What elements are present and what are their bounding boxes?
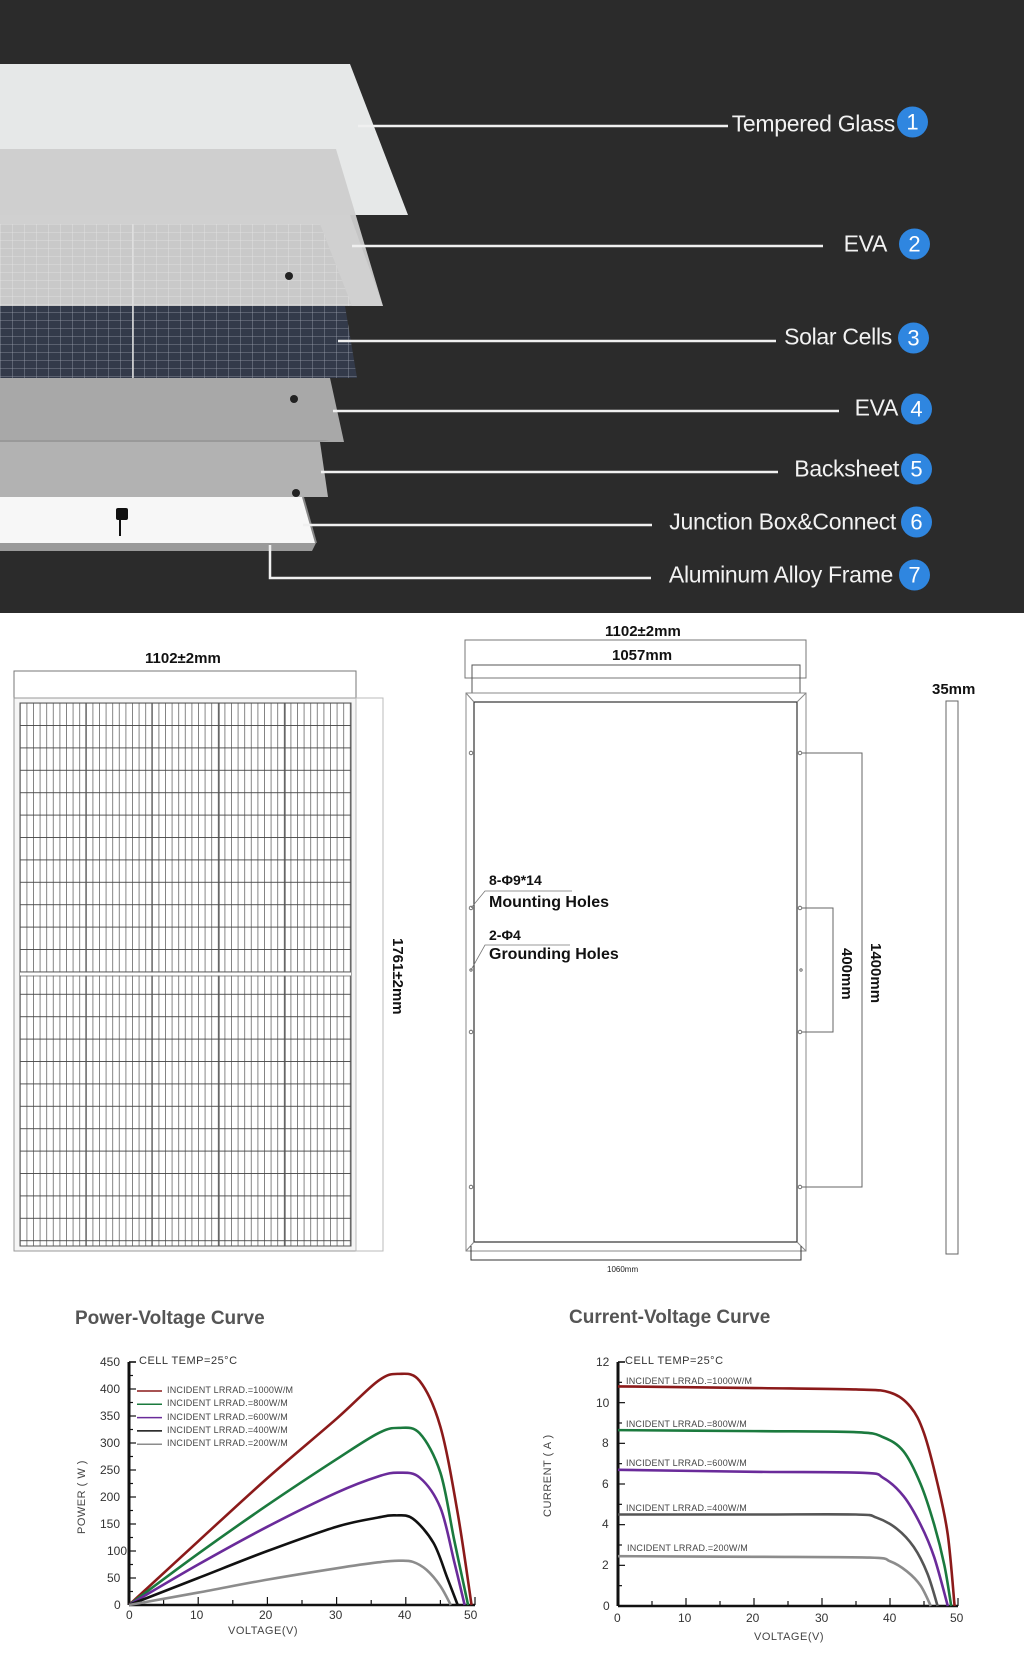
grounding-holes-spec: 2-Φ4 [489, 927, 521, 943]
pv-ytick: 150 [100, 1517, 121, 1531]
pv-ytick: 0 [114, 1598, 121, 1612]
layer-label-backsheet: Backsheet [794, 455, 899, 482]
pv-legend-1000: INCIDENT LRRAD.=1000W/M [167, 1385, 294, 1395]
pv-legend-200: INCIDENT LRRAD.=200W/M [167, 1438, 289, 1448]
iv-xtick: 50 [950, 1611, 964, 1625]
layer-label-tempered-glass: Tempered Glass [731, 110, 895, 137]
iv-ytick: 12 [596, 1355, 610, 1369]
layer-badge-7: 7 [899, 560, 930, 591]
layer-label-aluminum-frame: Aluminum Alloy Frame [668, 561, 893, 588]
pv-ytick: 200 [100, 1490, 121, 1504]
iv-xtick: 40 [883, 1611, 897, 1625]
iv-xtick: 0 [614, 1611, 621, 1625]
layer-label-junction-box: Junction Box&Connect [669, 508, 896, 535]
pv-ytick: 450 [100, 1355, 121, 1369]
back-outer-width-label: 1102±2mm [605, 623, 681, 640]
pv-legend-400: INCIDENT LRRAD.=400W/M [167, 1425, 289, 1435]
layer-badge-1: 1 [897, 107, 928, 138]
layer-badge-2: 2 [899, 229, 930, 260]
iv-chart-title: Current-Voltage Curve [569, 1307, 771, 1328]
layer-label-eva-1: EVA [843, 230, 887, 257]
iv-label-600: INCIDENT LRRAD.=600W/M [626, 1458, 748, 1468]
side-thickness-label: 35mm [932, 681, 976, 698]
pv-chart-title: Power-Voltage Curve [75, 1308, 265, 1329]
pv-ytick: 400 [100, 1382, 121, 1396]
front-height-label: 1761±2mm [389, 938, 406, 1015]
layer-badge-3: 3 [898, 323, 929, 354]
pv-ytick: 350 [100, 1409, 121, 1423]
iv-label-800: INCIDENT LRRAD.=800W/M [626, 1419, 748, 1429]
pv-xtick: 50 [464, 1608, 478, 1622]
iv-cell-temp: CELL TEMP=25°C [625, 1355, 724, 1367]
mounting-holes-spec: 8-Φ9*14 [489, 872, 542, 888]
pv-xtick: 10 [190, 1608, 204, 1622]
front-width-label: 1102±2mm [145, 650, 221, 667]
grounding-holes-label: Grounding Holes [489, 946, 619, 963]
pv-xtick: 0 [126, 1608, 133, 1622]
layer-badge-6: 6 [901, 507, 932, 538]
iv-xtick: 20 [746, 1611, 760, 1625]
iv-xtick: 10 [678, 1611, 692, 1625]
iv-x-label: VOLTAGE(V) [754, 1631, 824, 1643]
iv-label-1000: INCIDENT LRRAD.=1000W/M [626, 1376, 753, 1386]
pv-x-label: VOLTAGE(V) [228, 1625, 298, 1637]
iv-label-400: INCIDENT LRRAD.=400W/M [626, 1503, 748, 1513]
iv-ytick: 2 [602, 1558, 609, 1572]
layer-badge-4: 4 [901, 394, 932, 425]
pv-xtick: 30 [329, 1608, 343, 1622]
mounting-holes-label: Mounting Holes [489, 894, 609, 911]
back-bottom-width-label: 1060mm [607, 1265, 639, 1274]
pv-ytick: 300 [100, 1436, 121, 1450]
pv-xtick: 40 [398, 1608, 412, 1622]
pv-ytick: 250 [100, 1463, 121, 1477]
pv-ytick: 100 [107, 1544, 128, 1558]
iv-ytick: 4 [602, 1517, 609, 1531]
inner-spacing-label: 400mm [838, 948, 855, 1000]
pv-xtick: 20 [259, 1608, 273, 1622]
iv-y-label: CURRENT ( A ) [542, 1434, 554, 1517]
pv-legend-600: INCIDENT LRRAD.=600W/M [167, 1412, 289, 1422]
iv-ytick: 10 [596, 1396, 610, 1410]
iv-label-200: INCIDENT LRRAD.=200W/M [627, 1543, 749, 1553]
pv-y-label: POWER ( W ) [76, 1460, 88, 1534]
pv-ytick: 50 [107, 1571, 121, 1585]
mounting-spacing-label: 1400mm [867, 943, 884, 1004]
layer-label-eva-2: EVA [854, 394, 898, 421]
pv-legend-800: INCIDENT LRRAD.=800W/M [167, 1398, 289, 1408]
iv-ytick: 8 [602, 1436, 609, 1450]
layer-badge-5: 5 [901, 454, 932, 485]
back-inner-width-label: 1057mm [612, 647, 673, 664]
iv-xtick: 30 [815, 1611, 829, 1625]
pv-cell-temp: CELL TEMP=25°C [139, 1355, 238, 1367]
iv-ytick: 6 [602, 1477, 609, 1491]
layer-label-solar-cells: Solar Cells [784, 323, 892, 350]
iv-ytick: 0 [603, 1599, 610, 1613]
